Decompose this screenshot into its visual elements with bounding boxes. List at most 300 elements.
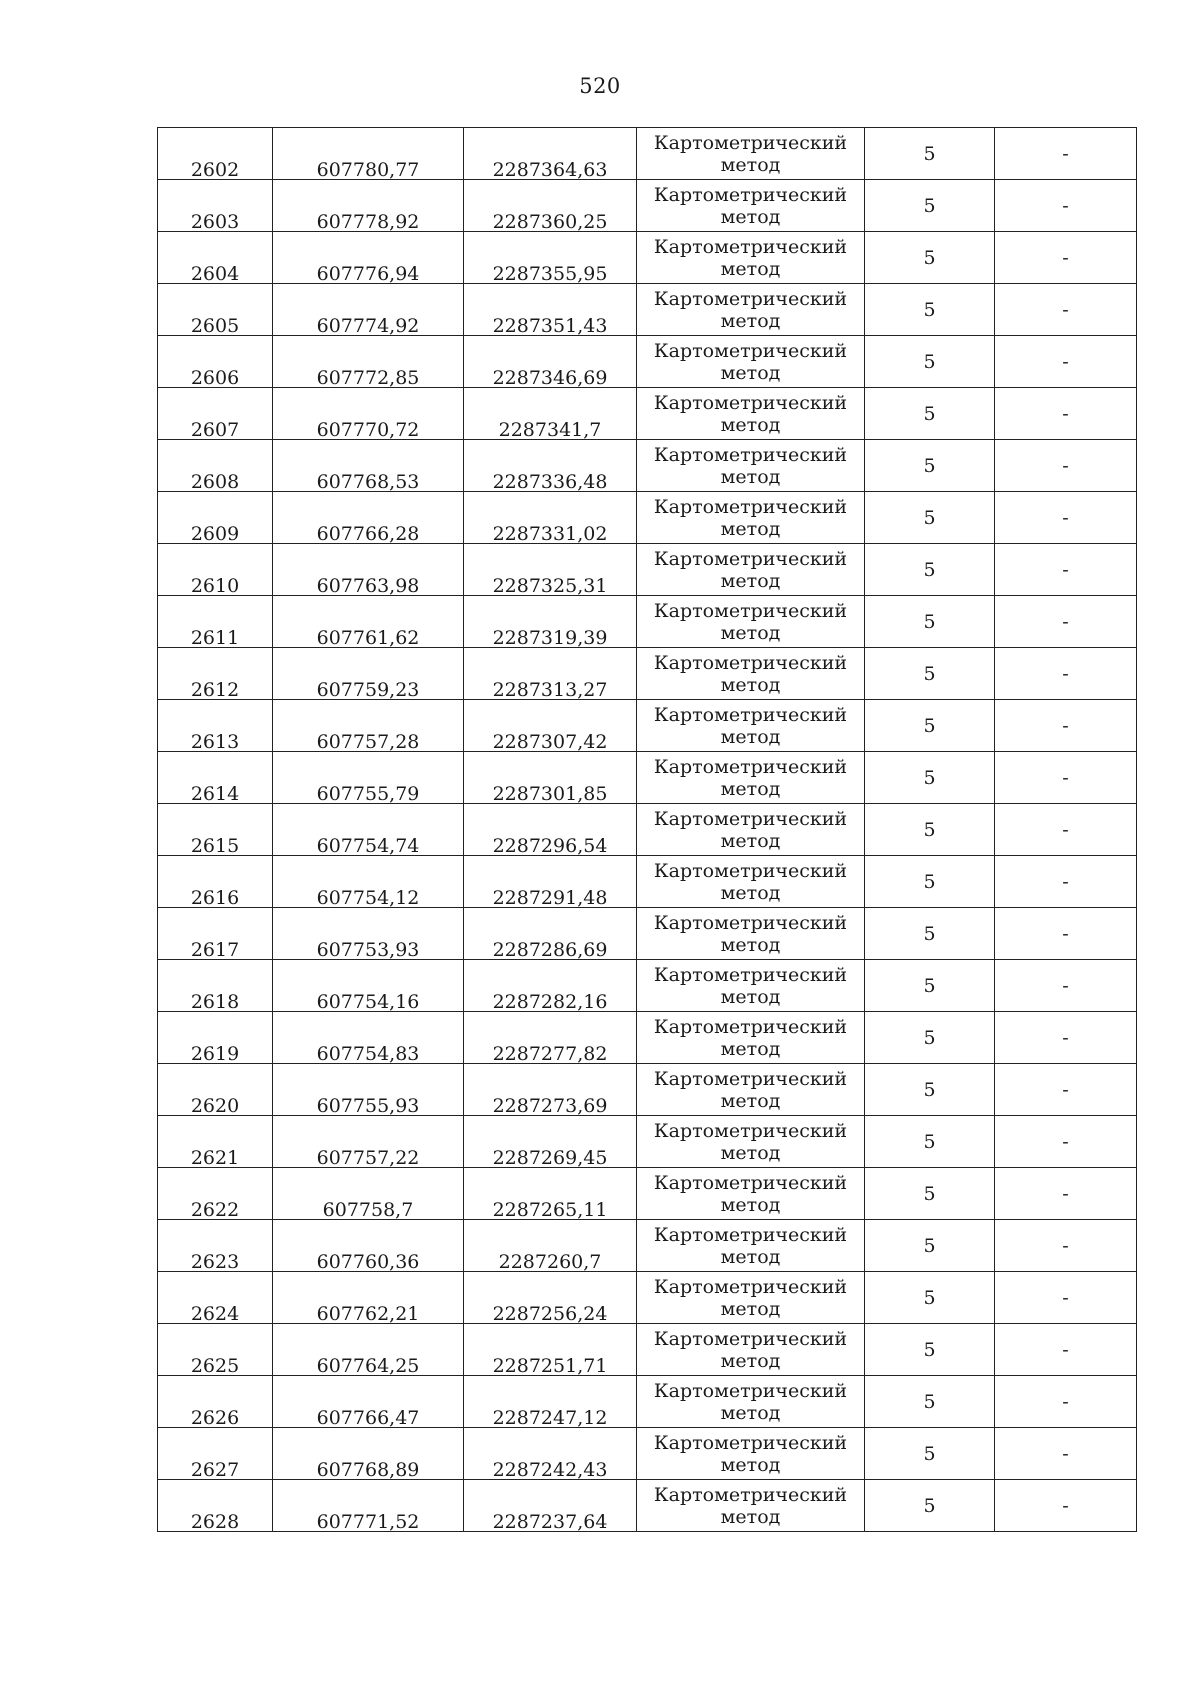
note-cell bbox=[995, 180, 1137, 232]
point-id-cell bbox=[158, 908, 273, 960]
point-id-cell bbox=[158, 1376, 273, 1428]
x-coordinate-cell bbox=[273, 1116, 464, 1168]
precision-cell-text: 5 bbox=[923, 1078, 936, 1101]
point-id-cell bbox=[158, 1116, 273, 1168]
table-row bbox=[158, 752, 1137, 804]
y-coordinate-cell-text: 2287313,27 bbox=[492, 679, 608, 701]
method-line1: Картометрический bbox=[653, 963, 848, 986]
method-line2: метод bbox=[720, 985, 781, 1008]
method-line1: Картометрический bbox=[653, 183, 848, 206]
precision-cell bbox=[865, 752, 995, 804]
x-coordinate-cell bbox=[273, 1272, 464, 1324]
x-coordinate-cell-text: 607776,94 bbox=[316, 263, 420, 285]
y-coordinate-cell-text: 2287336,48 bbox=[492, 471, 608, 493]
precision-cell-text: 5 bbox=[923, 1182, 936, 1205]
precision-cell-text: 5 bbox=[923, 974, 936, 997]
x-coordinate-cell-text: 607766,47 bbox=[316, 1407, 420, 1429]
y-coordinate-cell-text: 2287351,43 bbox=[492, 315, 608, 337]
note-cell bbox=[995, 336, 1137, 388]
method-line2: метод bbox=[720, 1245, 781, 1268]
x-coordinate-cell bbox=[273, 752, 464, 804]
y-coordinate-cell bbox=[464, 1064, 637, 1116]
precision-cell-text: 5 bbox=[923, 662, 936, 685]
x-coordinate-cell-text: 607778,92 bbox=[316, 211, 420, 233]
y-coordinate-cell-text: 2287277,82 bbox=[492, 1043, 608, 1065]
method-cell bbox=[637, 1428, 865, 1480]
method-line2: метод bbox=[720, 881, 781, 904]
precision-cell bbox=[865, 180, 995, 232]
precision-cell-text: 5 bbox=[923, 142, 936, 165]
note-cell-text: - bbox=[1062, 1494, 1069, 1517]
point-id-cell-text: 2603 bbox=[190, 211, 240, 233]
method-cell bbox=[637, 544, 865, 596]
y-coordinate-cell bbox=[464, 492, 637, 544]
precision-cell bbox=[865, 284, 995, 336]
x-coordinate-cell-text: 607759,23 bbox=[316, 679, 420, 701]
y-coordinate-cell-text: 2287331,02 bbox=[492, 523, 608, 545]
precision-cell-text: 5 bbox=[923, 610, 936, 633]
x-coordinate-cell bbox=[273, 544, 464, 596]
point-id-cell bbox=[158, 596, 273, 648]
point-id-cell-text: 2607 bbox=[190, 419, 240, 441]
y-coordinate-cell-text: 2287325,31 bbox=[492, 575, 608, 597]
y-coordinate-cell-text: 2287260,7 bbox=[498, 1251, 602, 1273]
note-cell bbox=[995, 232, 1137, 284]
page-number: 520 bbox=[579, 74, 621, 98]
method-cell bbox=[637, 700, 865, 752]
method-cell bbox=[637, 908, 865, 960]
method-line1: Картометрический bbox=[653, 1223, 848, 1246]
method-line2: метод bbox=[720, 465, 781, 488]
table-row bbox=[158, 596, 1137, 648]
precision-cell-text: 5 bbox=[923, 558, 936, 581]
note-cell-text: - bbox=[1062, 454, 1069, 477]
y-coordinate-cell bbox=[464, 128, 637, 180]
point-id-cell bbox=[158, 284, 273, 336]
precision-cell bbox=[865, 1272, 995, 1324]
point-id-cell bbox=[158, 1012, 273, 1064]
y-coordinate-cell bbox=[464, 1116, 637, 1168]
method-line1: Картометрический bbox=[653, 1327, 848, 1350]
precision-cell-text: 5 bbox=[923, 1026, 936, 1049]
precision-cell bbox=[865, 336, 995, 388]
y-coordinate-cell-text: 2287341,7 bbox=[498, 419, 602, 441]
table-row bbox=[158, 1376, 1137, 1428]
y-coordinate-cell-text: 2287307,42 bbox=[492, 731, 608, 753]
method-line1: Картометрический bbox=[653, 1119, 848, 1142]
note-cell bbox=[995, 856, 1137, 908]
x-coordinate-cell bbox=[273, 700, 464, 752]
note-cell bbox=[995, 1168, 1137, 1220]
point-id-cell-text: 2621 bbox=[190, 1147, 240, 1169]
precision-cell bbox=[865, 1376, 995, 1428]
y-coordinate-cell-text: 2287291,48 bbox=[492, 887, 608, 909]
table-row bbox=[158, 960, 1137, 1012]
x-coordinate-cell bbox=[273, 232, 464, 284]
y-coordinate-cell-text: 2287251,71 bbox=[492, 1355, 608, 1377]
method-line2: метод bbox=[720, 309, 781, 332]
note-cell-text: - bbox=[1062, 1390, 1069, 1413]
point-id-cell bbox=[158, 232, 273, 284]
point-id-cell-text: 2624 bbox=[190, 1303, 240, 1325]
method-cell bbox=[637, 596, 865, 648]
method-line2: метод bbox=[720, 413, 781, 436]
precision-cell bbox=[865, 700, 995, 752]
method-cell bbox=[637, 1480, 865, 1532]
precision-cell bbox=[865, 908, 995, 960]
method-cell bbox=[637, 1272, 865, 1324]
note-cell bbox=[995, 1428, 1137, 1480]
table-row bbox=[158, 1428, 1137, 1480]
note-cell-text: - bbox=[1062, 402, 1069, 425]
y-coordinate-cell bbox=[464, 544, 637, 596]
method-line1: Картометрический bbox=[653, 1067, 848, 1090]
precision-cell-text: 5 bbox=[923, 350, 936, 373]
y-coordinate-cell bbox=[464, 1376, 637, 1428]
method-line1: Картометрический bbox=[653, 1015, 848, 1038]
y-coordinate-cell bbox=[464, 336, 637, 388]
precision-cell bbox=[865, 544, 995, 596]
y-coordinate-cell-text: 2287319,39 bbox=[492, 627, 608, 649]
y-coordinate-cell-text: 2287364,63 bbox=[492, 159, 608, 181]
method-line2: метод bbox=[720, 933, 781, 956]
method-cell bbox=[637, 804, 865, 856]
point-id-cell bbox=[158, 1480, 273, 1532]
note-cell-text: - bbox=[1062, 922, 1069, 945]
precision-cell-text: 5 bbox=[923, 1130, 936, 1153]
precision-cell bbox=[865, 492, 995, 544]
table-row bbox=[158, 1324, 1137, 1376]
method-line1: Картометрический bbox=[653, 1431, 848, 1454]
precision-cell-text: 5 bbox=[923, 766, 936, 789]
precision-cell bbox=[865, 960, 995, 1012]
note-cell bbox=[995, 908, 1137, 960]
table-row bbox=[158, 284, 1137, 336]
note-cell-text: - bbox=[1062, 714, 1069, 737]
note-cell bbox=[995, 752, 1137, 804]
x-coordinate-cell-text: 607772,85 bbox=[316, 367, 420, 389]
table-row bbox=[158, 492, 1137, 544]
note-cell bbox=[995, 1324, 1137, 1376]
method-cell bbox=[637, 1116, 865, 1168]
y-coordinate-cell-text: 2287247,12 bbox=[492, 1407, 608, 1429]
x-coordinate-cell-text: 607757,22 bbox=[316, 1147, 420, 1169]
y-coordinate-cell-text: 2287265,11 bbox=[492, 1199, 608, 1221]
method-line2: метод bbox=[720, 361, 781, 384]
point-id-cell-text: 2614 bbox=[190, 783, 240, 805]
point-id-cell bbox=[158, 700, 273, 752]
point-id-cell-text: 2608 bbox=[190, 471, 240, 493]
note-cell-text: - bbox=[1062, 1338, 1069, 1361]
method-cell bbox=[637, 960, 865, 1012]
y-coordinate-cell-text: 2287360,25 bbox=[492, 211, 608, 233]
precision-cell bbox=[865, 440, 995, 492]
method-line1: Картометрический bbox=[653, 703, 848, 726]
point-id-cell bbox=[158, 1428, 273, 1480]
point-id-cell-text: 2625 bbox=[190, 1355, 240, 1377]
precision-cell bbox=[865, 596, 995, 648]
x-coordinate-cell bbox=[273, 1428, 464, 1480]
x-coordinate-cell bbox=[273, 856, 464, 908]
point-id-cell bbox=[158, 1324, 273, 1376]
x-coordinate-cell-text: 607755,79 bbox=[316, 783, 420, 805]
y-coordinate-cell bbox=[464, 648, 637, 700]
point-id-cell-text: 2622 bbox=[190, 1199, 240, 1221]
point-id-cell-text: 2618 bbox=[190, 991, 240, 1013]
method-line1: Картометрический bbox=[653, 599, 848, 622]
note-cell bbox=[995, 128, 1137, 180]
point-id-cell-text: 2626 bbox=[190, 1407, 240, 1429]
method-line2: метод bbox=[720, 205, 781, 228]
table-row bbox=[158, 700, 1137, 752]
precision-cell bbox=[865, 1324, 995, 1376]
method-line1: Картометрический bbox=[653, 651, 848, 674]
note-cell bbox=[995, 388, 1137, 440]
point-id-cell bbox=[158, 960, 273, 1012]
x-coordinate-cell bbox=[273, 336, 464, 388]
y-coordinate-cell bbox=[464, 700, 637, 752]
method-cell bbox=[637, 1220, 865, 1272]
x-coordinate-cell bbox=[273, 284, 464, 336]
point-id-cell bbox=[158, 648, 273, 700]
method-cell bbox=[637, 388, 865, 440]
note-cell-text: - bbox=[1062, 142, 1069, 165]
method-line2: метод bbox=[720, 257, 781, 280]
x-coordinate-cell-text: 607760,36 bbox=[316, 1251, 420, 1273]
x-coordinate-cell bbox=[273, 180, 464, 232]
method-line1: Картометрический bbox=[653, 807, 848, 830]
table-row bbox=[158, 908, 1137, 960]
table-row bbox=[158, 440, 1137, 492]
method-line2: метод bbox=[720, 1193, 781, 1216]
precision-cell bbox=[865, 1480, 995, 1532]
method-line2: метод bbox=[720, 1037, 781, 1060]
x-coordinate-cell bbox=[273, 960, 464, 1012]
point-id-cell-text: 2604 bbox=[190, 263, 240, 285]
table-row bbox=[158, 1168, 1137, 1220]
precision-cell bbox=[865, 1220, 995, 1272]
note-cell bbox=[995, 596, 1137, 648]
precision-cell-text: 5 bbox=[923, 1494, 936, 1517]
table-row bbox=[158, 544, 1137, 596]
y-coordinate-cell-text: 2287346,69 bbox=[492, 367, 608, 389]
precision-cell bbox=[865, 648, 995, 700]
x-coordinate-cell bbox=[273, 596, 464, 648]
note-cell-text: - bbox=[1062, 194, 1069, 217]
method-line1: Картометрический bbox=[653, 235, 848, 258]
precision-cell-text: 5 bbox=[923, 506, 936, 529]
y-coordinate-cell bbox=[464, 388, 637, 440]
note-cell bbox=[995, 1376, 1137, 1428]
point-id-cell-text: 2606 bbox=[190, 367, 240, 389]
x-coordinate-cell-text: 607762,21 bbox=[316, 1303, 420, 1325]
note-cell bbox=[995, 1272, 1137, 1324]
table-row bbox=[158, 648, 1137, 700]
note-cell-text: - bbox=[1062, 1234, 1069, 1257]
method-line2: метод bbox=[720, 725, 781, 748]
y-coordinate-cell-text: 2287242,43 bbox=[492, 1459, 608, 1481]
table-row bbox=[158, 1012, 1137, 1064]
method-line1: Картометрический bbox=[653, 1275, 848, 1298]
coordinates-table bbox=[157, 127, 1137, 1532]
precision-cell bbox=[865, 804, 995, 856]
point-id-cell bbox=[158, 1272, 273, 1324]
method-cell bbox=[637, 1012, 865, 1064]
precision-cell bbox=[865, 856, 995, 908]
note-cell-text: - bbox=[1062, 870, 1069, 893]
method-line2: метод bbox=[720, 153, 781, 176]
point-id-cell-text: 2620 bbox=[190, 1095, 240, 1117]
point-id-cell-text: 2616 bbox=[190, 887, 240, 909]
point-id-cell-text: 2613 bbox=[190, 731, 240, 753]
method-cell bbox=[637, 1376, 865, 1428]
precision-cell bbox=[865, 1116, 995, 1168]
table-row bbox=[158, 856, 1137, 908]
note-cell bbox=[995, 1220, 1137, 1272]
point-id-cell-text: 2617 bbox=[190, 939, 240, 961]
y-coordinate-cell bbox=[464, 440, 637, 492]
y-coordinate-cell bbox=[464, 960, 637, 1012]
table-row bbox=[158, 388, 1137, 440]
note-cell bbox=[995, 960, 1137, 1012]
y-coordinate-cell bbox=[464, 752, 637, 804]
point-id-cell-text: 2628 bbox=[190, 1511, 240, 1533]
precision-cell bbox=[865, 1168, 995, 1220]
method-line2: метод bbox=[720, 777, 781, 800]
method-line1: Картометрический bbox=[653, 911, 848, 934]
note-cell bbox=[995, 1480, 1137, 1532]
point-id-cell-text: 2610 bbox=[190, 575, 240, 597]
x-coordinate-cell-text: 607758,7 bbox=[322, 1199, 414, 1221]
point-id-cell-text: 2619 bbox=[190, 1043, 240, 1065]
x-coordinate-cell-text: 607764,25 bbox=[316, 1355, 420, 1377]
y-coordinate-cell-text: 2287355,95 bbox=[492, 263, 608, 285]
method-cell bbox=[637, 440, 865, 492]
point-id-cell bbox=[158, 1220, 273, 1272]
method-line2: метод bbox=[720, 1089, 781, 1112]
y-coordinate-cell bbox=[464, 284, 637, 336]
method-line2: метод bbox=[720, 1297, 781, 1320]
method-line1: Картометрический bbox=[653, 131, 848, 154]
method-line1: Картометрический bbox=[653, 339, 848, 362]
y-coordinate-cell bbox=[464, 232, 637, 284]
point-id-cell bbox=[158, 440, 273, 492]
note-cell-text: - bbox=[1062, 610, 1069, 633]
precision-cell-text: 5 bbox=[923, 1442, 936, 1465]
point-id-cell-text: 2623 bbox=[190, 1251, 240, 1273]
x-coordinate-cell-text: 607754,12 bbox=[316, 887, 420, 909]
precision-cell-text: 5 bbox=[923, 454, 936, 477]
x-coordinate-cell-text: 607753,93 bbox=[316, 939, 420, 961]
point-id-cell bbox=[158, 492, 273, 544]
x-coordinate-cell bbox=[273, 388, 464, 440]
x-coordinate-cell-text: 607774,92 bbox=[316, 315, 420, 337]
point-id-cell-text: 2627 bbox=[190, 1459, 240, 1481]
method-line1: Картометрический bbox=[653, 287, 848, 310]
method-line2: метод bbox=[720, 829, 781, 852]
method-line2: метод bbox=[720, 1401, 781, 1424]
y-coordinate-cell bbox=[464, 1012, 637, 1064]
precision-cell bbox=[865, 232, 995, 284]
y-coordinate-cell-text: 2287269,45 bbox=[492, 1147, 608, 1169]
note-cell-text: - bbox=[1062, 1078, 1069, 1101]
point-id-cell bbox=[158, 1064, 273, 1116]
note-cell bbox=[995, 284, 1137, 336]
note-cell bbox=[995, 648, 1137, 700]
method-line2: метод bbox=[720, 517, 781, 540]
note-cell-text: - bbox=[1062, 1026, 1069, 1049]
table-row bbox=[158, 180, 1137, 232]
x-coordinate-cell bbox=[273, 648, 464, 700]
point-id-cell bbox=[158, 804, 273, 856]
table-row bbox=[158, 232, 1137, 284]
method-line1: Картометрический bbox=[653, 1483, 848, 1506]
method-cell bbox=[637, 648, 865, 700]
x-coordinate-cell bbox=[273, 1480, 464, 1532]
method-cell bbox=[637, 856, 865, 908]
table-row bbox=[158, 128, 1137, 180]
precision-cell-text: 5 bbox=[923, 714, 936, 737]
point-id-cell-text: 2611 bbox=[190, 627, 240, 649]
y-coordinate-cell bbox=[464, 1428, 637, 1480]
x-coordinate-cell-text: 607754,16 bbox=[316, 991, 420, 1013]
precision-cell-text: 5 bbox=[923, 818, 936, 841]
note-cell-text: - bbox=[1062, 558, 1069, 581]
y-coordinate-cell bbox=[464, 1168, 637, 1220]
point-id-cell-text: 2602 bbox=[190, 159, 240, 181]
x-coordinate-cell bbox=[273, 1064, 464, 1116]
precision-cell bbox=[865, 128, 995, 180]
point-id-cell bbox=[158, 544, 273, 596]
method-line2: метод bbox=[720, 673, 781, 696]
x-coordinate-cell-text: 607770,72 bbox=[316, 419, 420, 441]
method-cell bbox=[637, 336, 865, 388]
point-id-cell bbox=[158, 388, 273, 440]
point-id-cell bbox=[158, 1168, 273, 1220]
x-coordinate-cell bbox=[273, 440, 464, 492]
x-coordinate-cell bbox=[273, 492, 464, 544]
x-coordinate-cell-text: 607768,89 bbox=[316, 1459, 420, 1481]
point-id-cell-text: 2612 bbox=[190, 679, 240, 701]
method-line1: Картометрический bbox=[653, 1171, 848, 1194]
precision-cell bbox=[865, 1428, 995, 1480]
note-cell-text: - bbox=[1062, 246, 1069, 269]
point-id-cell-text: 2605 bbox=[190, 315, 240, 337]
method-line2: метод bbox=[720, 1141, 781, 1164]
precision-cell-text: 5 bbox=[923, 1286, 936, 1309]
note-cell bbox=[995, 700, 1137, 752]
note-cell-text: - bbox=[1062, 506, 1069, 529]
y-coordinate-cell-text: 2287237,64 bbox=[492, 1511, 608, 1533]
x-coordinate-cell bbox=[273, 1220, 464, 1272]
note-cell-text: - bbox=[1062, 1286, 1069, 1309]
y-coordinate-cell-text: 2287301,85 bbox=[492, 783, 608, 805]
y-coordinate-cell-text: 2287282,16 bbox=[492, 991, 608, 1013]
table-row bbox=[158, 1220, 1137, 1272]
method-cell bbox=[637, 752, 865, 804]
method-cell bbox=[637, 1168, 865, 1220]
x-coordinate-cell-text: 607768,53 bbox=[316, 471, 420, 493]
x-coordinate-cell bbox=[273, 128, 464, 180]
x-coordinate-cell-text: 607766,28 bbox=[316, 523, 420, 545]
method-line1: Картометрический bbox=[653, 547, 848, 570]
note-cell-text: - bbox=[1062, 350, 1069, 373]
method-line1: Картометрический bbox=[653, 443, 848, 466]
method-line2: метод bbox=[720, 621, 781, 644]
precision-cell bbox=[865, 1064, 995, 1116]
note-cell bbox=[995, 1064, 1137, 1116]
y-coordinate-cell bbox=[464, 856, 637, 908]
